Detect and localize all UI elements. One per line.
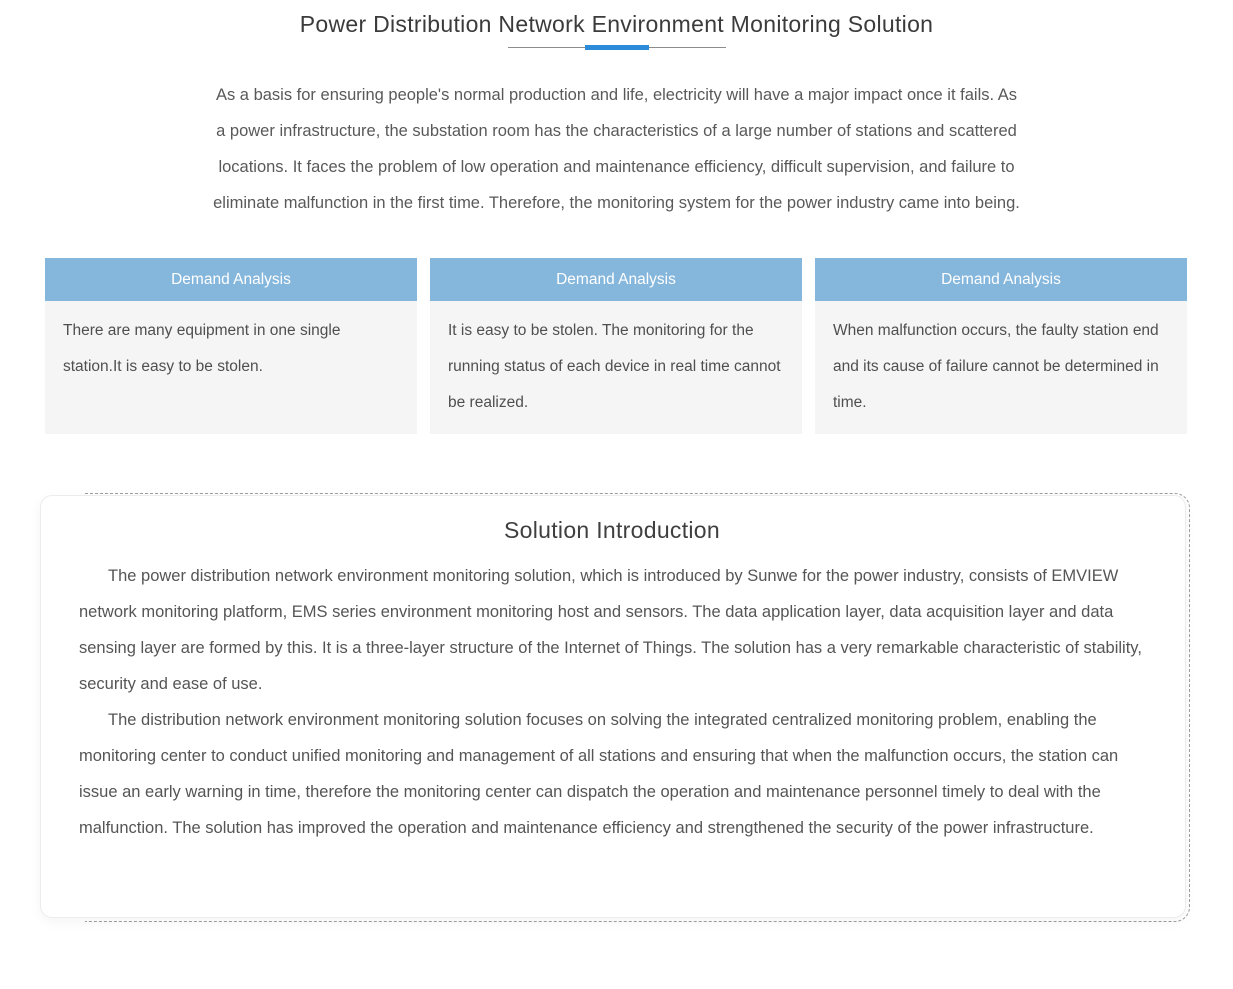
demand-cards-row [45,258,1187,434]
demand-card-3-header: Demand Analysis [815,258,1187,301]
solution-card [40,495,1186,918]
title-underline [508,45,726,51]
solution-paragraph-2: The distribution network environment monitoring solution focuses on solving the integrated centralized monitoring problem, enabling the monitoring center to conduct unified monitoring and management of all stations and ensuring that when the malfunction occurs, the station can issue an early warning in time, therefore the monitoring center can dispatch the operation and maintenance personnel timely to deal with the malfunction. The solution has improved the operation and maintenance efficiency and strengthened the security of the power infrastructure. [79,711,1119,837]
intro-paragraph: As a basis for ensuring people's normal production and life, electricity will have a major impact once it fails. As a power infrastructure, the substation room has the characteristics of a large number of stations and scattered locations. It faces the problem of low operation and maintenance efficiency, difficult supervision, and failure to eliminate malfunction in the first time. Therefore, the monitoring system for the power industry came into being. [213,86,1020,212]
demand-card-3 [815,258,1187,434]
page-title: Power Distribution Network Environment Monitoring Solution [299,11,934,37]
demand-card-3-body: When malfunction occurs, the faulty station end and its cause of failure cannot be determined in time. [815,301,1187,434]
demand-card-2-header: Demand Analysis [430,258,802,301]
demand-card-1-header: Demand Analysis [45,258,417,301]
demand-card-2 [430,258,802,434]
demand-card-2-body: It is easy to be stolen. The monitoring for the running status of each device in real time cannot be realized. [430,301,802,434]
underline-accent-bar [585,45,649,50]
demand-card-1-body: There are many equipment in one single station.It is easy to be stolen. [45,301,417,434]
solution-title: Solution Introduction [504,517,720,543]
solution-section [40,495,1186,918]
solution-paragraph-1: The power distribution network environment monitoring solution, which is introduced by Sunwe for the power industry, consists of EMVIEW network monitoring platform, EMS series environment monitoring host and sensors. The data application layer, data acquisition layer and data sensing layer are formed by this. It is a three-layer structure of the Internet of Things. The solution has a very remarkable characteristic of stability, security and ease of use. [79,567,1142,693]
demand-card-1 [45,258,417,434]
